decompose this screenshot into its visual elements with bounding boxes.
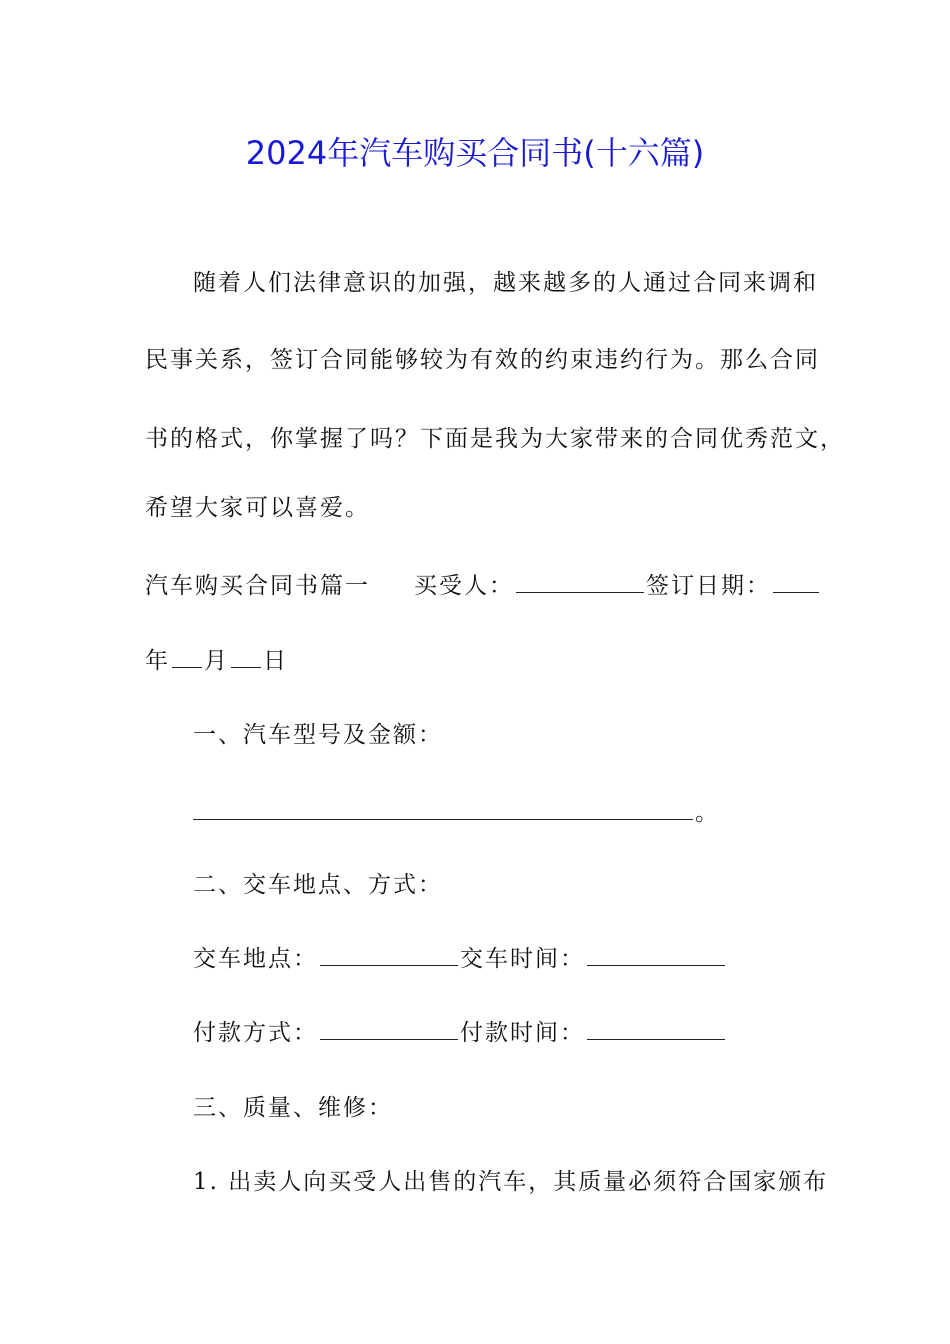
pay-method-label: 付款方式： <box>193 1020 318 1046</box>
intro-line-4: 希望大家可以喜爱。 <box>145 495 370 521</box>
day-blank[interactable] <box>231 645 261 668</box>
pay-time-label: 付款时间： <box>460 1020 585 1046</box>
month-blank[interactable] <box>172 645 202 668</box>
month-label: 月 <box>204 648 229 674</box>
delivery-line <box>193 943 727 974</box>
pay-time-blank[interactable] <box>587 1017 725 1040</box>
sign-date-label: 签订日期： <box>646 573 771 599</box>
buyer-blank[interactable] <box>516 570 644 593</box>
payment-line <box>193 1017 727 1048</box>
sign-year-blank[interactable] <box>773 570 819 593</box>
pay-method-blank[interactable] <box>320 1017 458 1040</box>
time-blank[interactable] <box>587 943 725 966</box>
day-label: 日 <box>263 648 288 674</box>
intro-line-2: 民事关系，签订合同能够较为有效的约束违约行为。那么合同 <box>145 347 820 373</box>
header-line <box>145 570 821 601</box>
section1-heading: 一、汽车型号及金额： <box>193 722 443 748</box>
buyer-label: 买受人： <box>414 573 514 599</box>
place-label: 交车地点： <box>193 946 318 972</box>
section3-heading: 三、质量、维修： <box>193 1095 393 1121</box>
section1-blank-line <box>193 797 720 828</box>
document-title: 2024年汽车购买合同书(十六篇) <box>245 134 705 172</box>
model-amount-blank[interactable] <box>193 797 693 820</box>
year-label: 年 <box>145 648 170 674</box>
date-line <box>145 645 288 676</box>
time-label: 交车时间： <box>460 946 585 972</box>
section1-end-mark: 。 <box>695 800 720 826</box>
section3-item1: 1. 出卖人向买受人出售的汽车，其质量必须符合国家颁布 <box>193 1169 829 1195</box>
place-blank[interactable] <box>320 943 458 966</box>
section2-heading: 二、交车地点、方式： <box>193 872 443 898</box>
intro-line-3: 书的格式，你掌握了吗？下面是我为大家带来的合同优秀范文， <box>145 426 845 452</box>
intro-line-1: 随着人们法律意识的加强，越来越多的人通过合同来调和 <box>193 270 818 296</box>
section-label: 汽车购买合同书篇一 <box>145 573 370 599</box>
